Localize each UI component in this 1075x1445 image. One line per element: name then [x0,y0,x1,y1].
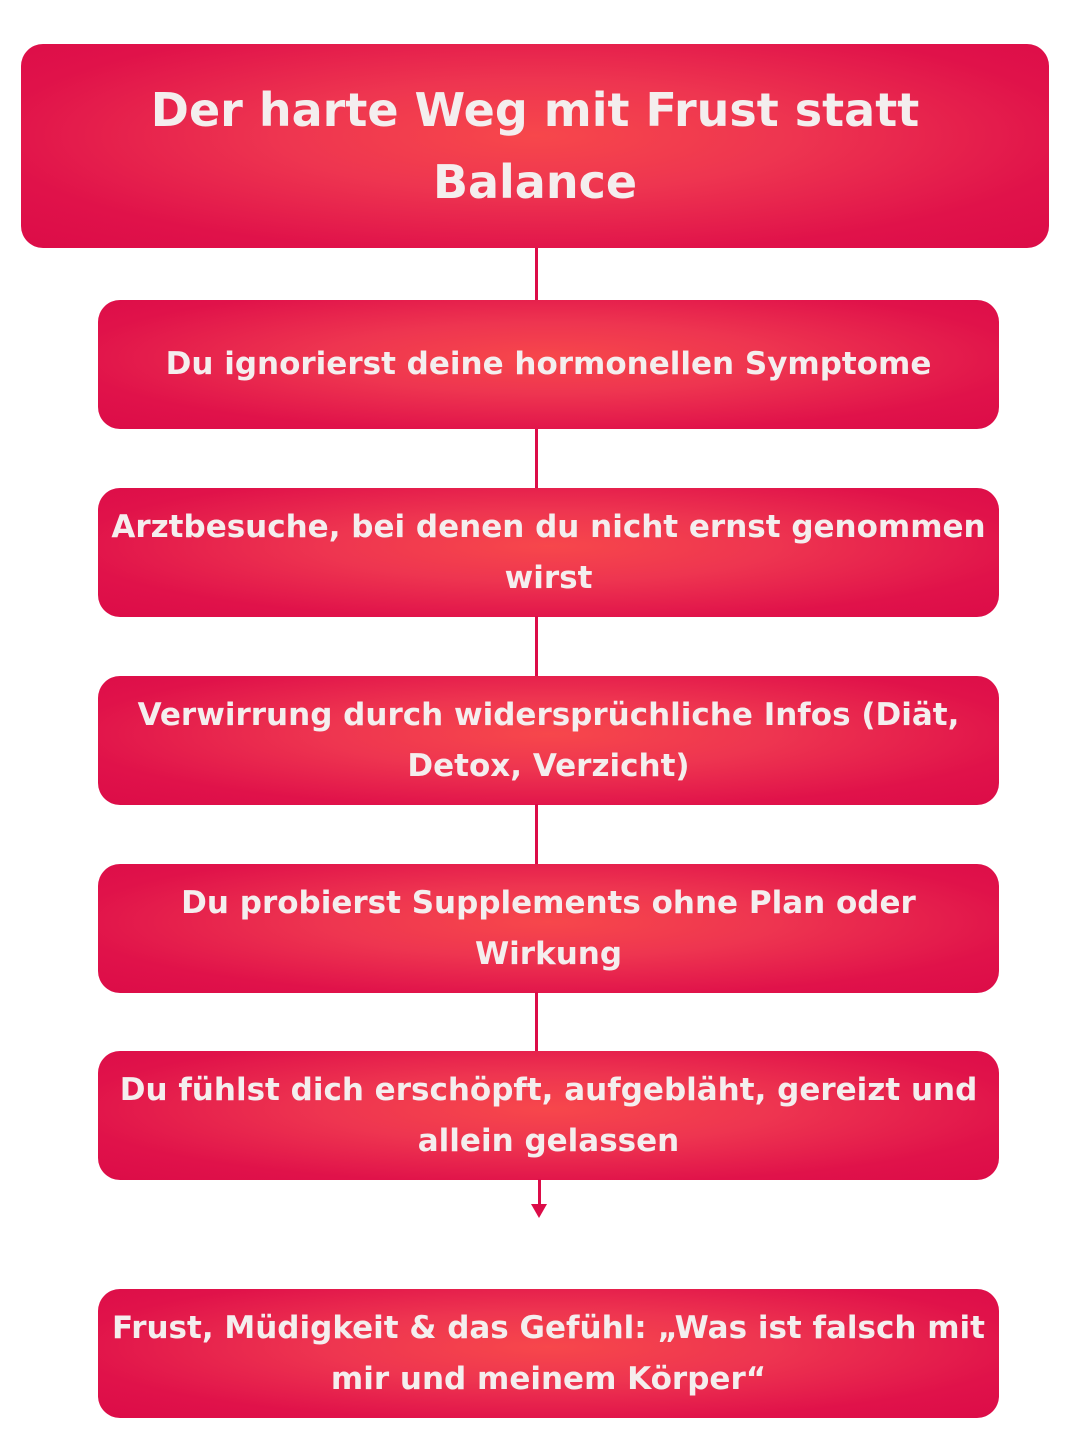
connector-line-3 [535,616,538,676]
connector-arrow-line [538,1179,541,1205]
step-box-5 [98,1051,999,1180]
step-text-5: Du fühlst dich erschöpft, aufgebläht, gereizt und allein gelassen [119,1071,978,1159]
connector-line-2 [535,429,538,488]
step-box-1 [98,300,999,429]
result-text: Frust, Müdigkeit & das Gefühl: „Was ist falsch mit mir und meinem Körper“ [112,1309,985,1397]
result-box [98,1289,999,1418]
step-text-4: Du probierst Supplements ohne Plan oder Wirkung [181,884,916,972]
flowchart-title: Der harte Weg mit Frust statt Balance [150,83,920,209]
step-box-2 [98,488,999,617]
step-box-4 [98,864,999,993]
flowchart-title-box [21,44,1049,248]
connector-line-1 [535,248,538,300]
connector-line-5 [535,992,538,1051]
step-box-3 [98,676,999,805]
step-text-2: Arztbesuche, bei denen du nicht ernst genommen wirst [111,508,986,596]
connector-line-4 [535,804,538,864]
step-text-3: Verwirrung durch widersprüchliche Infos (Diät, Detox, Verzicht) [137,696,960,784]
step-text-1: Du ignorierst deine hormonellen Symptome [165,346,932,382]
arrow-down-icon [531,1204,547,1218]
